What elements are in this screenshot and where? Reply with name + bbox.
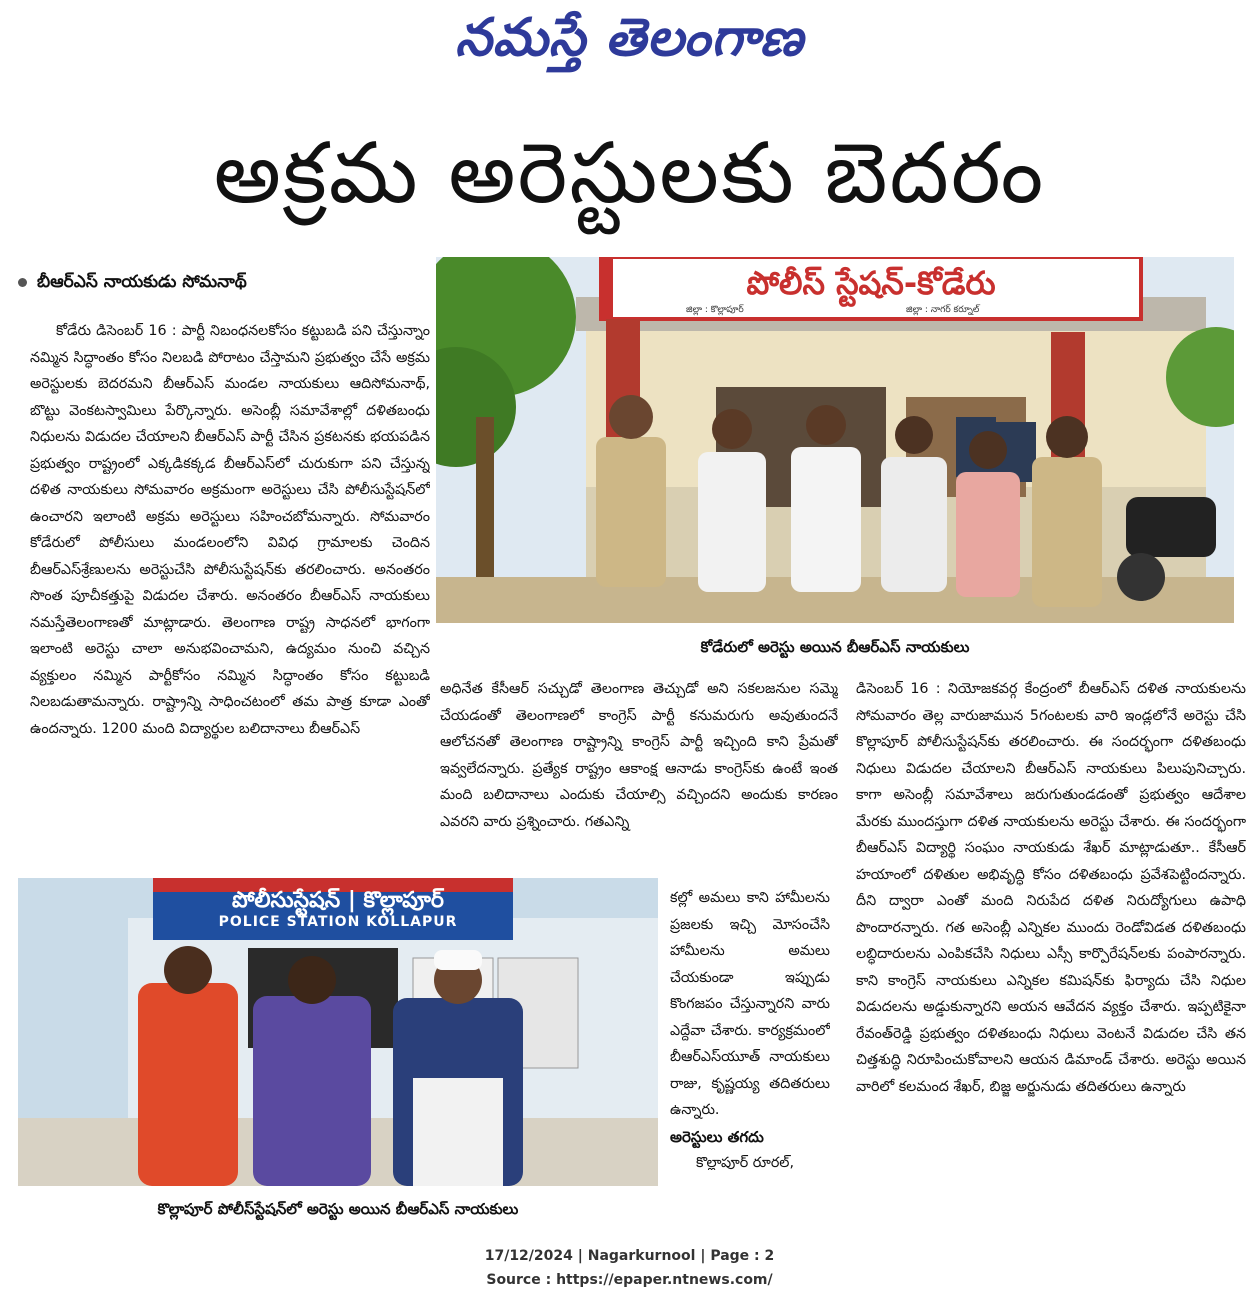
subheading xyxy=(18,272,428,296)
masthead-logo: నమస్తే తెలంగాణ xyxy=(455,8,804,68)
article-paragraph: కల్లో అమలు కాని హామీలను ప్రజలకు ఇచ్చి మోసంచేసి హామీలను అమలు చేయకుండా ఇప్పుడు కొంగజపం చేస్తున్నారని వారు ఎద్దేవా చేశారు. కార్యక్రమంలో బీఆర్ఎస్‌యూత్ నాయకులు రాజు, కృష్ణయ్య తదితరులు ఉన్నారు. xyxy=(670,890,830,1118)
photo-kodair-caption: కోడేరులో అరెస్టు అయిన బీఆర్ఎస్ నాయకులు xyxy=(700,638,970,656)
bullet-icon xyxy=(18,278,27,287)
sub-section-title: అరెస్టులు తగదు xyxy=(670,1127,764,1146)
photo-kodair-illustration xyxy=(436,257,1234,623)
article-paragraph: కోడేరు డిసెంబర్ 16 : పార్టీ నిబంధనలకోసం కట్టుబడి పని చేస్తున్నాం నమ్మిన సిద్ధాంతం కోసం నిలబడి పోరాటం చేస్తామని ప్రభుత్వం చేసే అక్రమ అరెస్టులకు బెదరమని బీఆర్ఎస్ మండల నాయకులు ఆదిసోమనాథ్, బొట్టు వెంకటస్వామిలు పేర్కొన్నారు. అసెంబ్లీ సమావేశాల్లో దళితబంధు నిధులను విడుదల చేయాలని బీఆర్ఎస్ పార్టీ చేసిన ప్రకటనకు భయపడిన ప్రభుత్వం రాష్ట్రంలో ఎక్కడికక్కడ బీఆర్ఎస్‌లో చురుకుగా పని చేస్తున్న దళిత నాయకులు సోమవారం అక్రమంగా అరెస్టులు చేసి పోలీసుస్టేషన్‌లో ఉంచారని ఇలాంటి అక్రమ అరెస్టులు సహించబోమన్నారు. సోమవారం కోడేరులో పోలీసులు మండలంలోని వివిధ గ్రామాలకు చెందిన బీఆర్ఎస్‌శ్రేణులను అరెస్టుచేసి పోలీసుస్టేషన్‌కు తరలించారు. అనంతరం సొంత పూచీకత్తుపై విడుదల చేశారు. అనంతరం బీఆర్ఎస్ నాయకులు నమస్తేతెలంగాణతో మాట్లాడారు. తెలంగాణ రాష్ట్ర సాధనలో భాగంగా ఇలాంటి అరెస్టు చాలా అనుభవించామని, ఉద్యమం నుంచి వచ్చిన వ్యక్తులం నమ్మిన పార్టీకోసం నమ్మిన సిద్ధాంతం కోసం కట్టుబడి నిలబడుతామన్నారు. రాష్ట్రాన్ని సాధించటంలో తమ పాత్ర కూడా ఎంతో ఉందన్నారు. 1200 మంది విద్యార్థుల బలిదానాలు బీఆర్ఎస్ xyxy=(30,323,430,737)
article-column-3 xyxy=(856,676,1246,1236)
sign-kodair-small-right: జిల్లా : నాగర్ కర్నూల్ xyxy=(906,305,980,315)
article-column-1 xyxy=(30,318,430,870)
footer-date-edition: 17/12/2024 | Nagarkurnool | Page : 2 xyxy=(484,1248,775,1264)
article-paragraph: అధినేత కేసీఆర్ సచ్చుడో తెలంగాణ తెచ్చుడో అని సకలజనుల సమ్మె చేయడంతో తెలంగాణలో కాంగ్రెస్ పార్టీ కనుమరుగు అవుతుందనే ఆలోచనతో తెలంగాణ రాష్ట్రాన్ని కాంగ్రెస్ పార్టీ ఇచ్చింది కాని ప్రేమతో ఇవ్వలేదన్నారు. ప్రత్యేక రాష్ట్రం ఆకాంక్ష ఆనాడు కాంగ్రెస్‌కు ఉంటే ఇంత మంది బలిదానాలు ఎందుకు చేయాల్సి వచ్చిందని అందుకు కారణం ఎవరని వారు ప్రశ్నించారు. గతఎన్ని xyxy=(440,681,838,830)
article-column-2b xyxy=(670,885,830,1170)
sign-kollapur-telugu: పోలీసుస్టేషన్ | కొల్లాపూర్ xyxy=(232,888,444,913)
sign-kodair-small-left: జిల్లా : కొల్లాపూర్ xyxy=(686,305,744,315)
article-paragraph: డిసెంబర్ 16 : నియోజకవర్గ కేంద్రంలో బీఆర్ఎస్ దళిత నాయకులను సోమవారం తెల్ల వారుజామున 5గంటలకు వారి ఇండ్లలోనే అరెస్టు చేసి కొల్లాపూర్ పోలీసుస్టేషన్‌కు తరలించారు. ఈ సందర్భంగా దళితబంధు నిధులు విడుదల చేయాలని బీఆర్ఎస్ నాయకులు పిలుపునిచ్చారు. కాగా అసెంబ్లీ సమావేశాలు జరుగుతుండడంతో ప్రభుత్వం ఆదేశాల మేరకు ముందస్తుగా దళిత నాయకులను అరెస్టు చేశారు. ఈ సందర్భంగా బీఆర్ఎస్ విద్యార్థి సంఘం నాయకుడు శేఖర్ మాట్లాడుతూ.. కేసీఆర్ హయాంలో దళితుల అభివృద్ధి కోసం దళితబంధు ప్రవేశపెట్టిందన్నారు. దీని ద్వారా ఎంతో మంది నిరుపేద దళిత నిరుద్యోగులు ఉపాధి పొందారన్నారు. గత అసెంబ్లీ ఎన్నికల ముందు రెండోవిడత దళితబంధు లబ్ధిదారులను ఎంపికచేసి నిధులు ఎస్సీ కార్పొరేషన్‌లకు పంపారన్నారు. కాని కాంగ్రెస్ నాయకులు ఎన్నికల కమిషన్‌కు ఫిర్యాదు చేసి నిధుల విడుదలను అడ్డుకున్నారని అయన ఆవేదన వ్యక్తం చేశారు. ఇప్పటికైనా రేవంత్‌రెడ్డి ప్రభుత్వం దళితబంధు నిధులు వెంటనే విడుదల చేసి తన చిత్తశుద్ధి నిరూపించుకోవాలని ఆయన డిమాండ్ చేశారు. అరెస్టు అయిన వారిలో కలమంద శేఖర్, బిజ్జ అర్జునుడు తదితరులు ఉన్నారు xyxy=(856,681,1246,1095)
photo-kodair-station xyxy=(436,257,1234,623)
sub-section-text: కొల్లాపూర్ రూరల్, xyxy=(696,1155,794,1170)
photo-kollapur-station xyxy=(18,878,658,1186)
people-group xyxy=(138,946,523,1186)
subheading-text: బీఆర్ఎస్ నాయకుడు సోమనాథ్ xyxy=(37,272,247,292)
footer-source: Source : https://epaper.ntnews.com/ xyxy=(486,1272,773,1288)
photo-kollapur-caption: కొల్లాపూర్ పోలీస్‌స్టేషన్‌లో అరెస్టు అయిన బీఆర్ఎస్ నాయకులు xyxy=(157,1200,519,1218)
sign-kollapur-english: POLICE STATION KOLLAPUR xyxy=(218,914,458,930)
sign-kodair-main: పోలీస్ స్టేషన్-కోడేరు xyxy=(746,264,996,302)
headline: అక్రమ అరెస్టులకు బెదరం xyxy=(213,124,1046,222)
article-column-2 xyxy=(440,676,838,861)
